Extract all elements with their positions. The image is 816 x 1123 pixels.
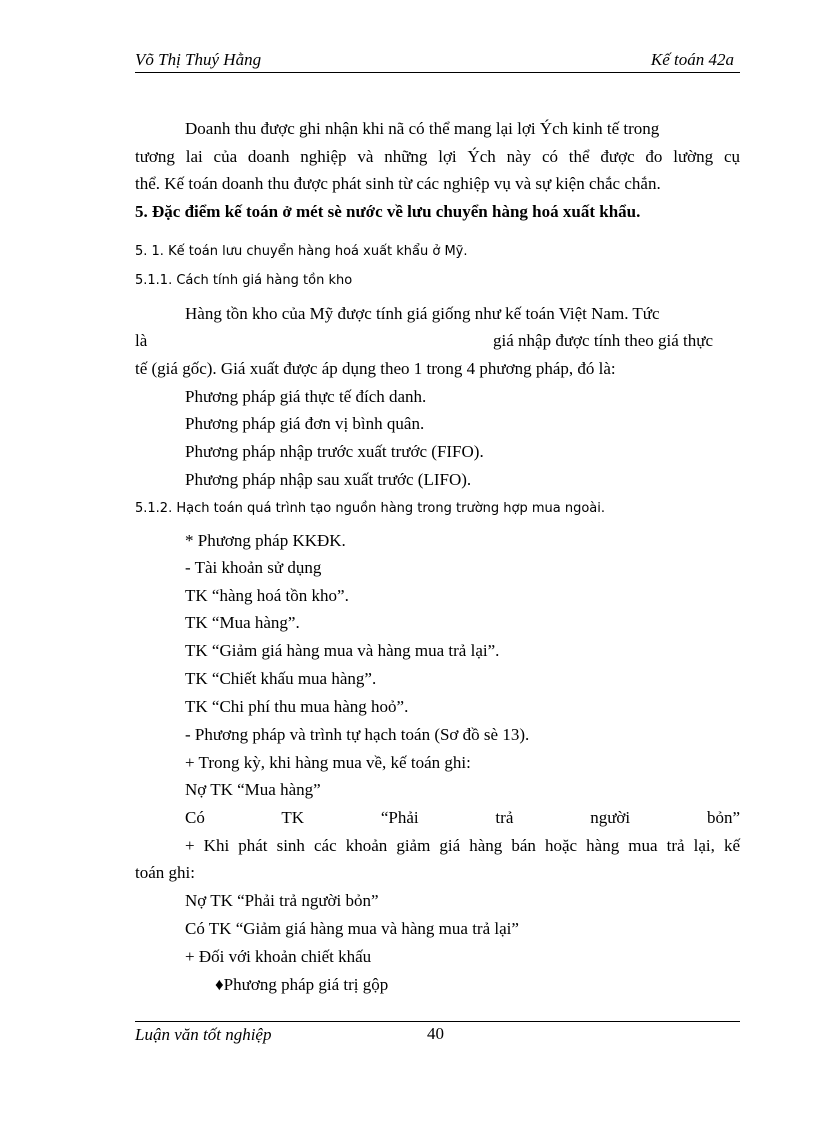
body-line: * Phương pháp KKĐK.: [185, 531, 346, 550]
paragraph-line: giá nhập được tính theo giá thực: [493, 331, 714, 350]
body-line: Nợ TK “Phải trả người bỏn”: [185, 891, 379, 910]
body-line: TK “Chiết khấu mua hàng”.: [185, 669, 377, 688]
section-heading: 5. Đặc điểm kế toán ở mét sè nước về lưu chuyển hàng hoá xuất khẩu.: [135, 202, 641, 221]
body-line: - Phương pháp và trình tự hạch toán (Sơ đồ sè 13).: [185, 725, 530, 744]
method-item: Phương pháp giá thực tế đích danh.: [185, 387, 427, 406]
body-line: + Trong kỳ, khi hàng mua về, kế toán ghi:: [185, 753, 471, 772]
paragraph-line: tế (giá gốc). Giá xuất được áp dụng theo 1 trong 4 phương pháp, đó là:: [135, 359, 616, 378]
page-number: 40: [427, 1024, 444, 1043]
body-line: Có TK “Giảm giá hàng mua và hàng mua trả lại”: [185, 919, 519, 938]
body-line: + Khi phát sinh các khoản giảm giá hàng bán hoặc hàng mua trả lại, kế: [185, 836, 740, 855]
paragraph-line: là: [135, 331, 148, 350]
body-line: Có TK “Phải trả người bỏn”: [185, 808, 740, 827]
method-item: Phương pháp giá đơn vị bình quân.: [185, 414, 425, 433]
header-class: Kế toán 42a: [650, 50, 734, 69]
body-line: TK “Mua hàng”.: [185, 613, 300, 632]
paragraph-line: Doanh thu được ghi nhận khi nã có thể mang lại lợi Ých kinh tế trong: [185, 119, 660, 138]
footer-title: Luận văn tốt nghiệp: [135, 1025, 272, 1044]
body-line: ♦Phương pháp giá trị gộp: [215, 975, 389, 994]
body-line: - Tài khoản sử dụng: [185, 558, 322, 577]
subsection-heading: 5.1.1. Cách tính giá hàng tồn kho: [135, 273, 353, 288]
body-line: + Đối với khoản chiết khấu: [185, 947, 372, 966]
body-line: TK “Giảm giá hàng mua và hàng mua trả lại”.: [185, 641, 500, 660]
paragraph-line: Hàng tồn kho của Mỹ được tính giá giống như kế toán Việt Nam. Tức: [185, 304, 660, 323]
body-line: Nợ TK “Mua hàng”: [185, 780, 321, 799]
footer-rule: [135, 1021, 740, 1022]
method-item: Phương pháp nhập sau xuất trước (LIFO).: [185, 470, 472, 489]
method-item: Phương pháp nhập trước xuất trước (FIFO).: [185, 442, 484, 461]
header-author: Võ Thị Thuý Hằng: [135, 50, 262, 69]
body-line: TK “hàng hoá tồn kho”.: [185, 586, 349, 605]
page-header: [135, 50, 740, 73]
subsection-heading: 5.1.2. Hạch toán quá trình tạo nguồn hàng trong trường hợp mua ngoài.: [135, 501, 606, 516]
body-line: toán ghi:: [135, 863, 195, 882]
subsection-heading: 5. 1. Kế toán lưu chuyển hàng hoá xuất khẩu ở Mỹ.: [135, 244, 468, 259]
paragraph-line: thể. Kế toán doanh thu được phát sinh từ các nghiệp vụ và sự kiện chắc chắn.: [135, 174, 661, 193]
paragraph-line: tương lai của doanh nghiệp và những lợi Ých này có thể được đo lường cụ: [135, 147, 740, 166]
body-line: TK “Chi phí thu mua hàng hoỏ”.: [185, 697, 409, 716]
